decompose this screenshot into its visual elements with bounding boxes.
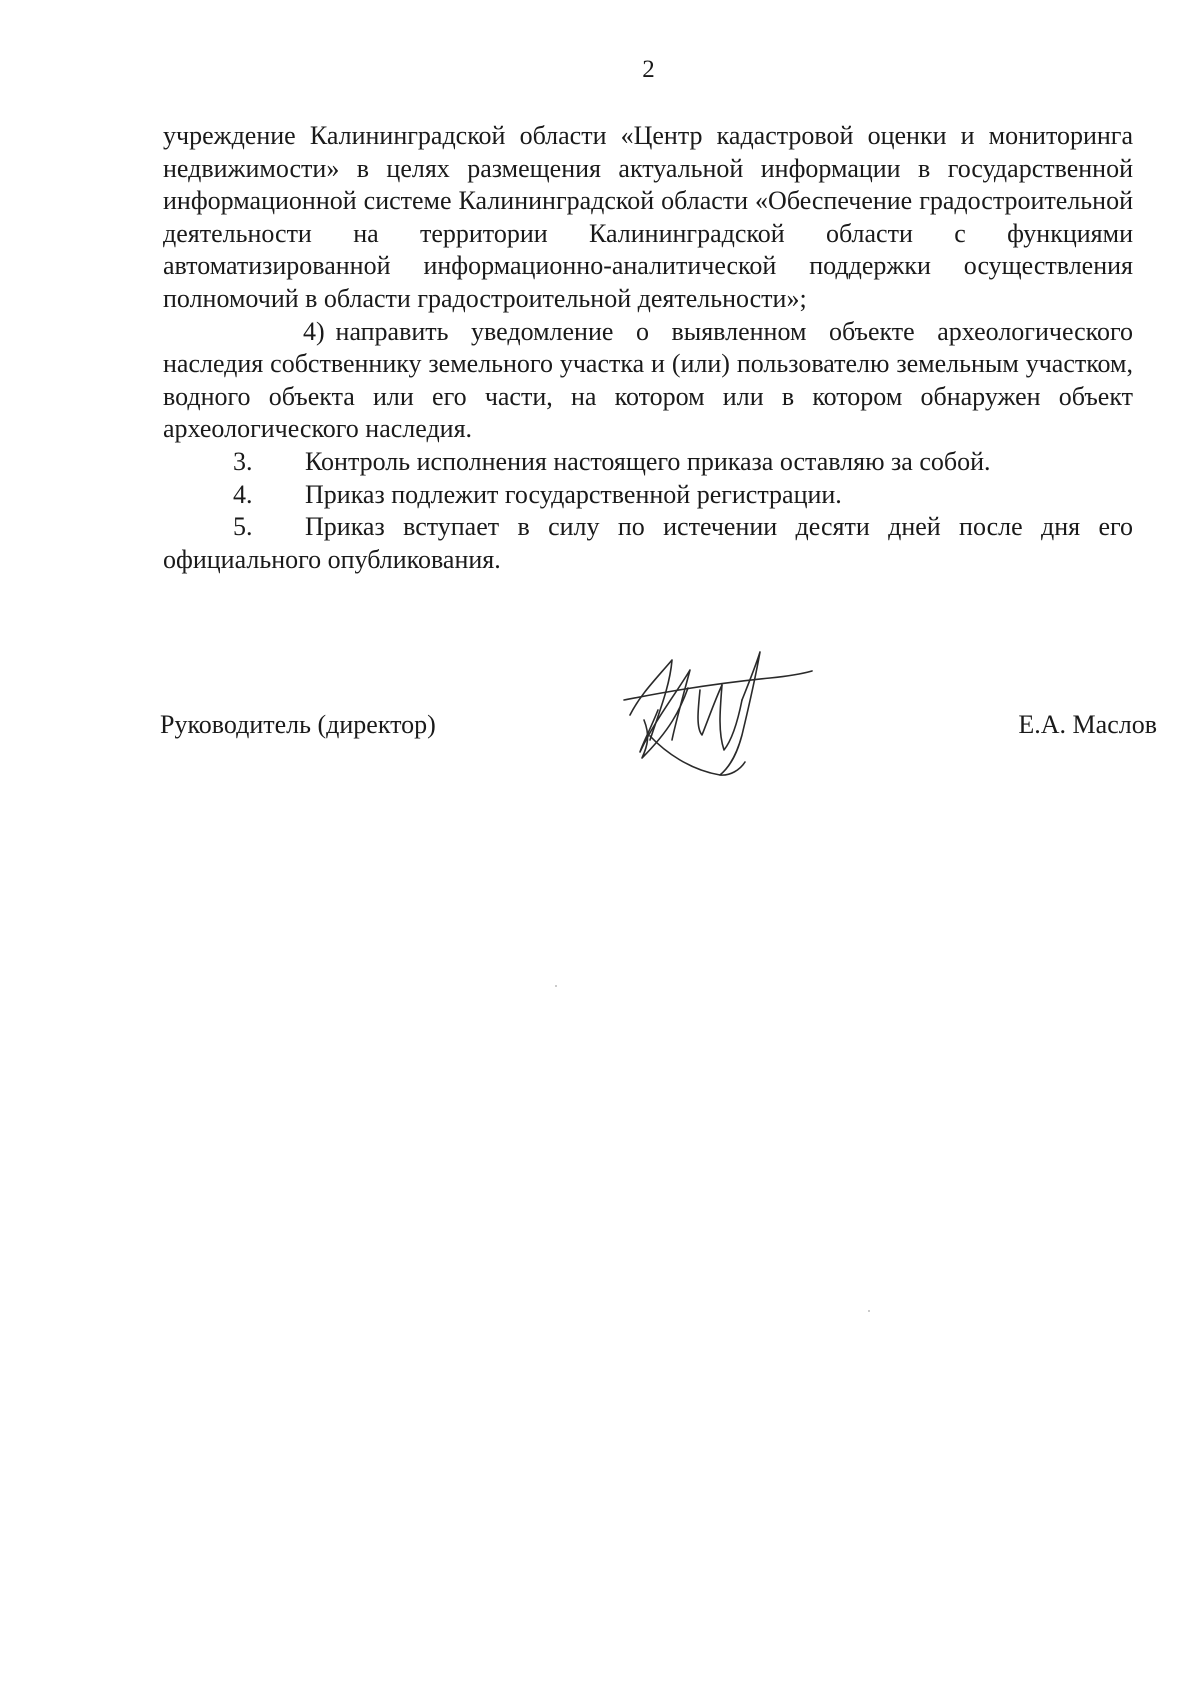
item-text: Контроль исполнения настоящего приказа оставляю за собой. bbox=[305, 446, 991, 476]
subitem-4 bbox=[163, 316, 1133, 446]
item-number: 5. bbox=[233, 512, 253, 542]
paragraph-continuation: учреждение Калининградской области «Центр кадастровой оценки и мониторинга недвижимости» в целях размещения актуальной информации в государственной информационной системе Калининградской области «Обеспечение градостроительной деятельности на территории Калининградской области с функциями автоматизированной информационно-аналитической поддержки осуществления полномочий в области градостроительной деятельности»; bbox=[163, 121, 1133, 313]
item-text: Приказ подлежит государственной регистрации. bbox=[305, 479, 842, 509]
item-number: 3. bbox=[233, 446, 253, 476]
item-3 bbox=[163, 446, 1133, 479]
signer-name: Е.А. Маслов bbox=[1018, 710, 1157, 739]
item-text: Приказ вступает в силу по истечении десяти дней после дня его официального опубликования. bbox=[163, 512, 1133, 574]
handwritten-signature bbox=[620, 640, 815, 785]
signer-position: Руководитель (директор) bbox=[160, 710, 436, 739]
item-4 bbox=[163, 479, 1133, 512]
scan-speck bbox=[868, 1310, 870, 1312]
page-number: 2 bbox=[642, 56, 655, 83]
item-5 bbox=[163, 511, 1133, 576]
subitem-number: 4) bbox=[303, 316, 325, 346]
subitem-text: направить уведомление о выявленном объекте археологического наследия собственнику земельного участка и (или) пользователю земельным участком, водного объекта или его части, на котором или в котором обнаружен объект археологического наследия. bbox=[163, 316, 1133, 444]
scan-speck bbox=[555, 985, 557, 987]
item-number: 4. bbox=[233, 479, 253, 509]
document-body bbox=[163, 120, 1133, 576]
